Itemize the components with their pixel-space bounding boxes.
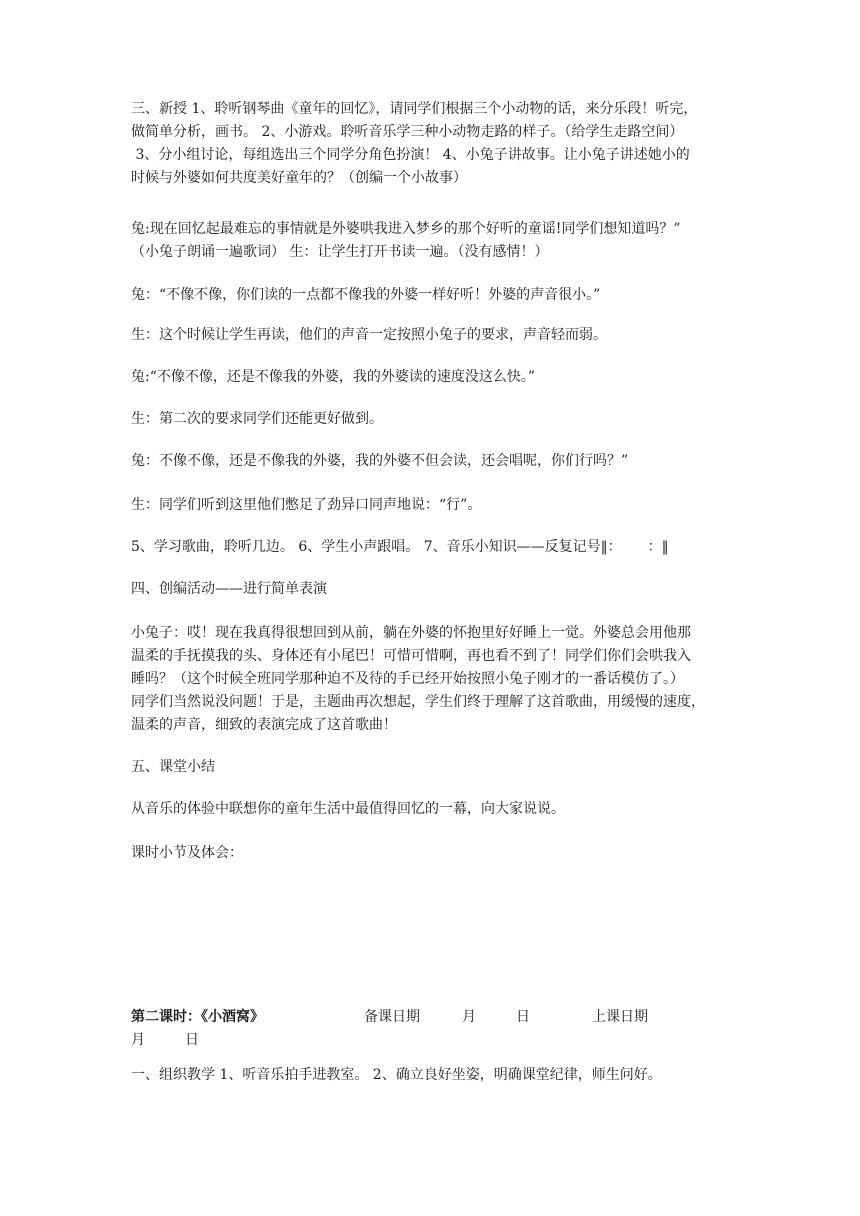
text-line: 生：同学们听到这里他们憋足了劲异口同声地说：“行”。 — [131, 497, 482, 513]
learn-song-text: 5、学习歌曲，聆听几边。 6、学生小声跟唱。 7、音乐小知识——反复记号‖： — [131, 539, 622, 555]
text-line: 兔:现在回忆起最难忘的事情就是外婆哄我进入梦乡的那个好听的童谣!同学们想知道吗？” — [131, 221, 681, 237]
lesson2-title: 第二课时：《小酒窝》 — [131, 1009, 264, 1025]
text-line: 兔：“不像不像，你们读的一点都不像我的外婆一样好听！外婆的声音很小。” — [131, 287, 601, 303]
text-line: 小兔子：哎！现在我真得很想回到从前，躺在外婆的怀抱里好好睡上一觉。外婆总会用他那 — [131, 625, 691, 641]
prep-month: 月 — [462, 1009, 476, 1025]
text-line — [131, 1006, 731, 1029]
lesson2-header — [131, 1006, 731, 1052]
text-line: 兔：不像不像，还是不像我的外婆，我的外婆不但会读，还会唱呢，你们行吗？” — [131, 453, 629, 469]
text-line: 兔:“不像不像，还是不像我的外婆，我的外婆读的速度没这么快。” — [131, 369, 536, 385]
section-heading-creative — [131, 578, 731, 601]
text-line: 睡吗？（这个时候全班同学那种迫不及待的手已经开始按照小兔子刚才的一番话模仿了。） — [131, 671, 684, 687]
lesson2-intro — [131, 1064, 731, 1087]
section-heading-summary — [131, 756, 731, 779]
text-line: 温柔的手抚摸我的头、身体还有小尾巴！可惜可惜啊，再也看不到了！同学们你们会哄我入 — [131, 648, 691, 664]
paragraph-dialogue — [131, 324, 731, 347]
class-date-label: 上课日期 — [592, 1009, 648, 1025]
text-line: 从音乐的体验中联想你的童年生活中最值得回忆的一幕，向大家说说。 — [131, 801, 565, 817]
text-line — [131, 536, 731, 559]
paragraph-rabbit-story — [131, 622, 731, 737]
repeat-sign-end: ：‖ — [647, 539, 669, 555]
class-day: 日 — [185, 1032, 199, 1048]
text-line: 3、分小组讨论，每组选出三个同学分角色扮演！ 4、小兔子讲故事。让小兔子讲述她小的 — [131, 147, 690, 163]
text-line: 三、新授 1、聆听钢琴曲《童年的回忆》，请同学们根据三个小动物的话，来分乐段！听完， — [131, 101, 698, 117]
text-line: 生：第二次的要求同学们还能更好做到。 — [131, 411, 383, 427]
text-line: 五、课堂小结 — [131, 759, 215, 775]
text-line: 温柔的声音，细致的表演完成了这首歌曲！ — [131, 717, 397, 733]
paragraph-dialogue — [131, 494, 731, 517]
paragraph-reflection — [131, 842, 731, 865]
text-line: 时候与外婆如何共度美好童年的？（创编一个小故事） — [131, 170, 467, 186]
paragraph-dialogue — [131, 284, 731, 307]
text-line — [131, 1029, 731, 1052]
text-line: 生：这个时候让学生再读，他们的声音一定按照小兔子的要求，声音轻而弱。 — [131, 327, 607, 343]
paragraph-dialogue — [131, 408, 731, 431]
text-line: （小兔子朗诵一遍歌词） 生：让学生打开书读一遍。（没有感情！） — [131, 244, 549, 260]
prep-date-label: 备课日期 — [364, 1009, 420, 1025]
paragraph-dialogue — [131, 366, 731, 389]
paragraph-new-lesson — [131, 98, 731, 190]
text-line: 同学们当然说没问题！于是，主题曲再次想起，学生们终于理解了这首歌曲，用缓慢的速度， — [131, 694, 705, 710]
text-line: 四、创编活动——进行简单表演 — [131, 581, 327, 597]
text-line: 课时小节及体会： — [131, 845, 243, 861]
text-line: 一、组织教学 1、听音乐拍手进教室。 2、确立良好坐姿，明确课堂纪律，师生问好。 — [131, 1067, 662, 1083]
paragraph-summary — [131, 798, 731, 821]
paragraph-learn-song — [131, 536, 731, 559]
paragraph-rabbit-memory — [131, 218, 731, 264]
class-month: 月 — [131, 1032, 145, 1048]
prep-day: 日 — [516, 1009, 530, 1025]
paragraph-dialogue — [131, 450, 731, 473]
text-line: 做简单分析，画书。 2、小游戏。聆听音乐学三种小动物走路的样子。（给学生走路空间） — [131, 124, 684, 140]
